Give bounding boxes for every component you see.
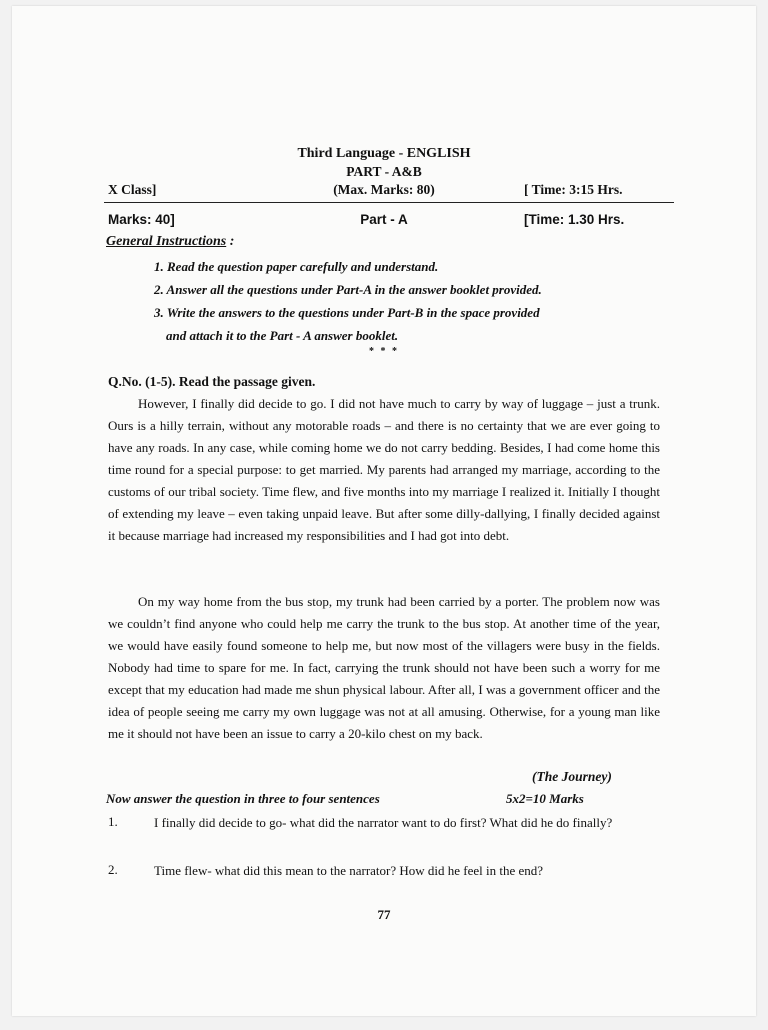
instruction-item: 2. Answer all the questions under Part-A in the answer booklet provided. bbox=[154, 282, 542, 297]
passage-paragraph: On my way home from the bus stop, my trunk had been carried by a porter. The problem now was we couldn’t find anyone who could help me carry the trunk to the bus stop. At another time of the year, we would have easily found someone to help me, but now most of the villagers were busy in the fields. Nobody had time to spare for me. In fact, carrying the trunk should not have been such a worry for me except that my education had made me shun physical labour. After all, I was a government officer and the idea of people seeing me carry my own luggage was not at all amusing. Otherwise, for a young man like me it should not have been an issue to carry a 20-kilo chest on my back. bbox=[108, 594, 660, 741]
header-divider bbox=[104, 202, 674, 203]
answer-prompt: Now answer the question in three to four sentences bbox=[106, 791, 380, 806]
question-heading: Q.No. (1-5). Read the passage given. bbox=[108, 374, 316, 389]
section-separator: * * * bbox=[369, 346, 399, 357]
max-marks: (Max. Marks: 80) bbox=[333, 182, 435, 197]
passage-paragraph: However, I finally did decide to go. I did not have much to carry by way of luggage – just a trunk. Ours is a hilly terrain, without any motorable roads – and there is no certainty that we are ever going to have any roads. In any case, while coming home we do not carry bedding. Besides, I had come home this time round for a special purpose: to get married. My parents had arranged my marriage, according to the customs of our tribal society. Time flew, and five months into my marriage I realized it. Initially I thought of extending my leave – even taking unpaid leave. But after some dilly-dallying, I finally decided against it because marriage had increased my responsibilities and I had got into debt. bbox=[108, 396, 660, 543]
instructions-heading: General Instructions : bbox=[106, 234, 235, 249]
question-marks: 5x2=10 Marks bbox=[506, 791, 584, 806]
question-text: Time flew- what did this mean to the narrator? How did he feel in the end? bbox=[154, 863, 544, 878]
question-number: 2. bbox=[108, 862, 118, 877]
total-time: [ Time: 3:15 Hrs. bbox=[524, 182, 623, 197]
part-a-time: [Time: 1.30 Hrs. bbox=[524, 212, 625, 227]
part-a-marks: Marks: 40] bbox=[108, 212, 175, 227]
parts-label: PART - A&B bbox=[346, 164, 422, 179]
question-text: I finally did decide to go- what did the narrator want to do first? What did he do finally? bbox=[154, 815, 613, 830]
passage-source: (The Journey) bbox=[532, 769, 612, 784]
instruction-item-continued: and attach it to the Part - A answer booklet. bbox=[166, 328, 399, 343]
exam-page bbox=[12, 6, 756, 1016]
question-number: 1. bbox=[108, 814, 118, 829]
page-number: 77 bbox=[377, 907, 391, 922]
part-a-title: Part - A bbox=[360, 212, 408, 227]
class-label: X Class] bbox=[108, 182, 157, 197]
subject-title: Third Language - ENGLISH bbox=[297, 146, 471, 161]
instruction-item: 1. Read the question paper carefully and understand. bbox=[154, 259, 439, 274]
instruction-item: 3. Write the answers to the questions under Part-B in the space provided bbox=[154, 305, 540, 320]
